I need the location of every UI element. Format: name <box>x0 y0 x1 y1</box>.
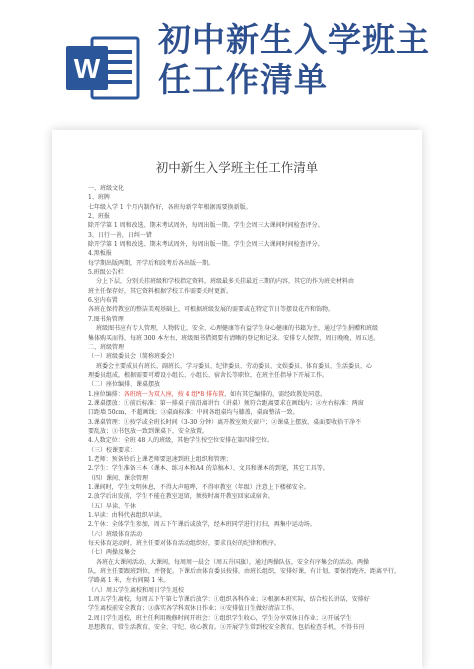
document-line <box>88 408 400 417</box>
line-text: 各班在保持教室的整洁美观基础上，可根据班级发展的需要或在特定节日等摆设花卉和饰物。 <box>88 306 335 314</box>
line-text: 班主任保存好，其它资料根据学校工作需要关时更新。 <box>88 287 233 295</box>
document-line <box>88 567 400 576</box>
document-line <box>88 483 400 492</box>
document-line <box>88 623 400 632</box>
line-text: 2.课桌摆放：①前后标准：第一排桌子前沿离讲台（讲桌）须符合距离要求在画线内；②左右标准：两窗 <box>88 399 364 407</box>
document-line <box>88 595 400 604</box>
document-line <box>88 362 400 371</box>
document-line <box>88 576 400 585</box>
line-text: 集体购买而得，每班 300 本左右，班级图书借阅要有清晰的登记和记录。安排专人保管，周日晚晚，周五送。 <box>88 334 380 342</box>
document-line <box>88 399 400 408</box>
line-text: 分上下层，分别关挂班级和学校指定资料，班级最多关挂最近三期的内容，其它的作为班史材料由 <box>96 278 355 286</box>
document-line <box>88 502 400 511</box>
line-text: 7.图书角管理 <box>88 315 124 323</box>
line-text: 要乱放；③书包放一致到课桌下，安全放置。 <box>88 427 209 435</box>
line-text: 2.午休：全体学生参加，周五下午课后或放学，经本班同学进行打扫，再集中运动场。 <box>88 521 316 529</box>
document-line <box>88 231 400 240</box>
document-line <box>88 249 400 258</box>
document-line <box>88 343 400 352</box>
line-text: 每天体育运动时，班主任要对体育活动组织好，要求良好的纪律和秩序。 <box>88 540 281 548</box>
document-line <box>88 305 400 314</box>
document-line <box>88 492 400 501</box>
document-line <box>88 464 400 473</box>
document-line <box>88 212 400 221</box>
document-line <box>88 390 400 399</box>
line-text: （八）周五学生离校和周日学生返校 <box>88 586 185 594</box>
line-text: （一）班级委员会（简称班委会） <box>88 353 179 361</box>
document-line <box>88 604 400 613</box>
document-line <box>88 436 400 445</box>
document-title: 初中新生入学班主任工作清单 <box>155 160 319 175</box>
line-text: 七年级入学 1 个月内制作好，各班每新学年根据需要换新版。 <box>88 203 252 211</box>
line-text: 除开学第 1 周和改选、期末考试周外，每周出版一期。学生会周三大课间时间检查评分。 <box>88 241 324 249</box>
document-line <box>88 315 400 324</box>
line-text: 1.周五学生离校，每周五下午第七节课后放学：①组织各科作业；②根据本班实际，结合校长讲话，安排好 <box>88 596 370 604</box>
line-text: 2.学生：学生准备三本（课本、练习本和A4 的草稿本）、文具和课本的到笔，其它工具等。 <box>88 465 329 473</box>
line-text: 4.黑板报 <box>88 250 112 258</box>
line-text: 学生离校前安全教育；③落实各学科双休日作业；④安排值日生做好清洁工作。 <box>88 605 299 613</box>
line-text: 1.课间时，学生文明休息，不得大声喧哗，不得审教室（年级）注意上下楼梯安全。 <box>88 484 310 491</box>
banner-title: 初中新生入学班主任工作清单 <box>158 20 430 99</box>
line-text: （五）早读、午休 <box>88 502 137 510</box>
document-line <box>88 352 400 361</box>
document-line <box>88 334 400 343</box>
document-line <box>88 558 400 567</box>
line-text: （二）座位编排、课桌摆放 <box>88 381 161 389</box>
document-line <box>88 427 400 436</box>
document-line <box>88 586 400 595</box>
svg-text:W: W <box>73 53 101 84</box>
line-text: 4.人数定位：全班 48 人的班级，其他学生按空位安排在第四排空位。 <box>88 437 274 445</box>
line-text: 6.室内布置 <box>88 297 118 305</box>
line-text: 除开学第 1 周和改选、期末考试周外，每周出版一期。学生会周三大课间时间检查评分。 <box>88 222 324 230</box>
document-line <box>88 184 400 193</box>
line-text: （六）班级体育活动 <box>88 530 143 538</box>
line-text: （四）课间、课余管理 <box>88 474 149 482</box>
line-text: 班级图书应有专人管理，人物转让，安全、心理健康等有益学生身心健康的书籍为主，通过学生捐赠和班级 <box>96 325 379 333</box>
line-text: 一、班级文化 <box>88 185 125 192</box>
document-line <box>88 418 400 427</box>
document-line <box>88 446 400 455</box>
line-text: 思想教育，常生活教育，安全、守纪、收心教育。③开展学生常到校安全教育，包括检查手机，不得书刊 <box>88 624 365 632</box>
document-line <box>88 520 400 529</box>
line-text: 每学期出版两期，开学后和段考后各出版一期。 <box>88 259 215 267</box>
document-line <box>88 380 400 389</box>
line-text: 2.放学后出发前，学生不能在教室逗留，须按时离开教室回家或宿舍。 <box>88 493 274 501</box>
document-line <box>88 277 400 286</box>
document-body <box>88 184 400 633</box>
document-line <box>88 259 400 268</box>
line-text: 3、日行一善，日纠一错 <box>88 231 152 239</box>
line-text: 各班在大课间活动、大课间，每周周一晨会（周五升国旗），通过两操队伍，安全有序集会的活动。两操 <box>96 558 370 566</box>
document-line <box>88 296 400 305</box>
line-text: （三）校课要求： <box>88 446 137 454</box>
line-text: 队，班主任要跟班到位，并督促。下课后由体育委员按排，由班长组织，安排好课，有计划，要保持跑齐，距离平行， <box>88 568 400 576</box>
highlighted-text: 各班统一为双人座，按 4 组*8 排布置 <box>123 390 225 398</box>
document-line <box>88 193 400 202</box>
document-line <box>88 539 400 548</box>
document-page <box>52 130 422 669</box>
document-line <box>88 287 400 296</box>
line-text: 1.老师：预备铃后上课老师要迅速到班上组织和管理； <box>88 455 232 463</box>
line-text: 2、班报 <box>88 213 110 221</box>
line-text: 1.座位编排： <box>88 390 124 398</box>
header-banner <box>0 0 474 112</box>
word-document-icon <box>66 36 140 100</box>
line-text: 学路离 1 米，左右间隔 1 米。 <box>88 577 170 585</box>
document-line <box>88 614 400 623</box>
document-line <box>88 474 400 483</box>
document-line <box>88 203 400 212</box>
document-line <box>88 455 400 464</box>
line-text: 1.早读：由科代表组织早读。 <box>88 512 166 520</box>
document-line <box>88 324 400 333</box>
line-text: 口距墙 50cm，不超画线；③桌面标准：中间各组桌均与膝盖，桌面整洁一致。 <box>88 409 299 417</box>
line-text: 5.班级公告栏 <box>88 269 124 277</box>
line-text: 1、班牌 <box>88 194 110 202</box>
document-line <box>88 240 400 249</box>
document-line <box>88 371 400 380</box>
line-text: 二、班级管理 <box>88 343 125 351</box>
document-line <box>88 221 400 230</box>
document-line <box>88 530 400 539</box>
line-text: 理委员组成，根据需要可增设小组长、小组长、宿舍长等职位，在班主任指导下开展工作。 <box>88 371 329 379</box>
line-text: 2.周日学生返校，班主任利用晚修时间开班会：①组织学生收心，学生分享双休日作业；②开展学生 <box>88 614 352 622</box>
document-line <box>88 548 400 557</box>
document-line <box>88 511 400 520</box>
line-text: 3.课桌管理：①按学或全班长时间（3-30 分钟）离开教室须关窗户；②课桌上摆放，桌面要收拾干净不 <box>88 418 362 426</box>
line-text: 班委会主要成员有班长、副班长、学习委员、纪律委员、劳动委员、文娱委员、体育委员、生活委员、心 <box>96 362 373 370</box>
line-text-after: ，如有其它编排的，需经政教处同意。 <box>224 390 327 398</box>
line-text: （七）两操及集会 <box>88 549 137 557</box>
document-line <box>88 268 400 277</box>
